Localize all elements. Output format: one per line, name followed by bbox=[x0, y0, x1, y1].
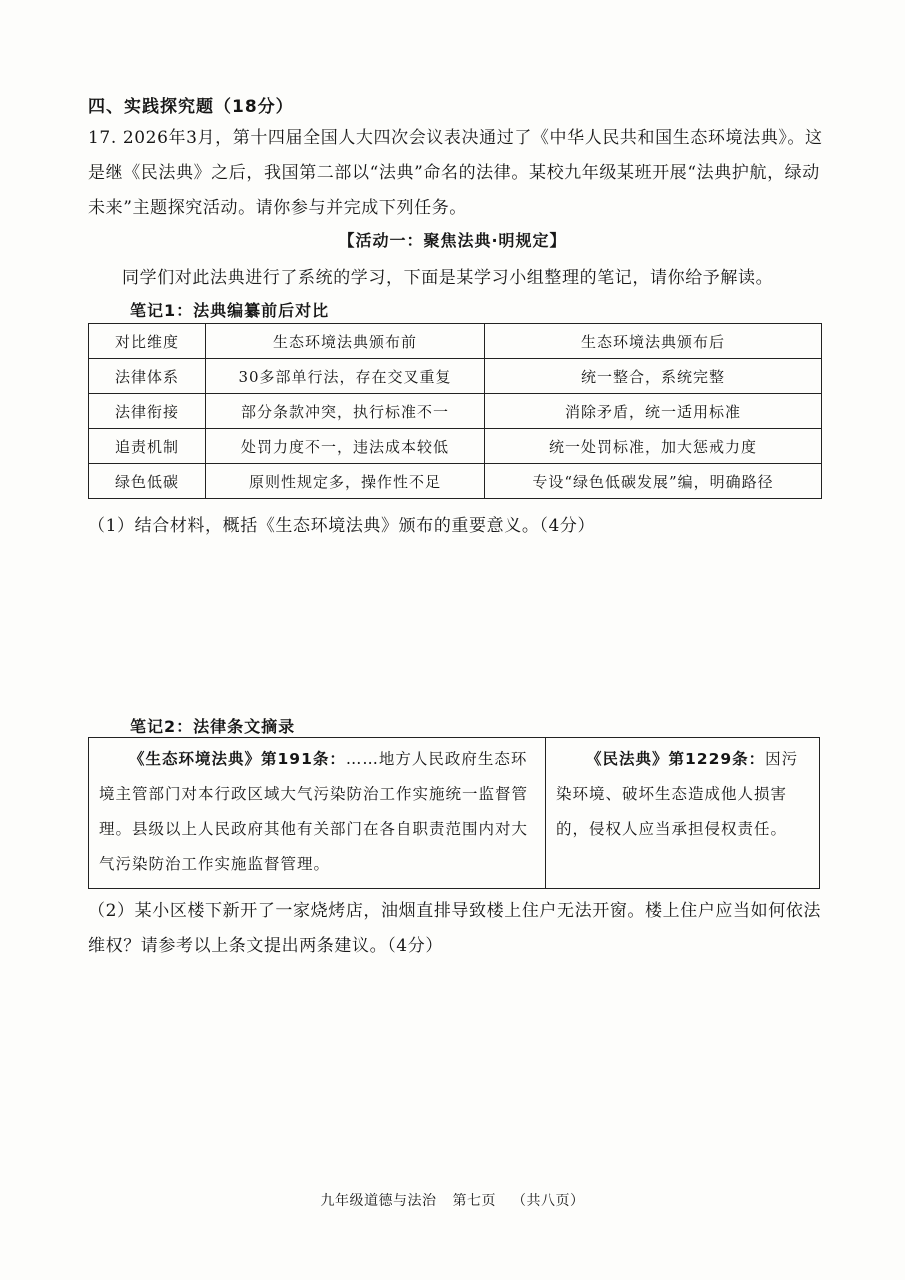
table-cell: 专设“绿色低碳发展”编，明确路径 bbox=[485, 464, 822, 499]
law-excerpt-table bbox=[88, 737, 820, 889]
table-row bbox=[89, 429, 822, 464]
table-header-cell: 生态环境法典颁布后 bbox=[485, 324, 822, 359]
law-reference: 《民法典》第1229条： bbox=[586, 750, 766, 768]
table-cell: 30多部单行法，存在交叉重复 bbox=[206, 359, 485, 394]
law-text: 因污染环境、破坏生态造成他人损害的，侵权人应当承担侵权责任。 bbox=[556, 750, 799, 838]
table-row bbox=[89, 738, 820, 889]
page-footer bbox=[0, 1190, 905, 1210]
activity-1-intro: 同学们对此法典进行了系统的学习，下面是某学习小组整理的笔记，请你给予解读。 bbox=[122, 268, 774, 288]
table-cell: 部分条款冲突，执行标准不一 bbox=[206, 394, 485, 429]
note-1-title: 笔记1：法典编纂前后对比 bbox=[130, 301, 330, 320]
table-cell: 原则性规定多，操作性不足 bbox=[206, 464, 485, 499]
footer-subject: 九年级道德与法治 bbox=[320, 1193, 437, 1209]
table-cell: 处罚力度不一，违法成本较低 bbox=[206, 429, 485, 464]
law-excerpt-eco-code bbox=[89, 738, 546, 889]
comparison-table bbox=[88, 323, 822, 499]
law-reference: 《生态环境法典》第191条： bbox=[129, 750, 346, 768]
table-row bbox=[89, 359, 822, 394]
question-2: （2）某小区楼下新开了一家烧烤店，油烟直排导致楼上住户无法开窗。楼上住户应当如何依法维权？请参考以上条文提出两条建议。（4分） bbox=[88, 901, 822, 956]
table-cell: 法律体系 bbox=[89, 359, 206, 394]
table-cell: 统一整合，系统完整 bbox=[485, 359, 822, 394]
table-header-cell: 对比维度 bbox=[89, 324, 206, 359]
table-cell: 统一处罚标准，加大惩戒力度 bbox=[485, 429, 822, 464]
footer-total-pages: （共八页） bbox=[512, 1193, 585, 1209]
question-1: （1）结合材料，概括《生态环境法典》颁布的重要意义。（4分） bbox=[88, 516, 596, 536]
table-row bbox=[89, 394, 822, 429]
note-2-title: 笔记2：法律条文摘录 bbox=[130, 717, 296, 736]
table-cell: 追责机制 bbox=[89, 429, 206, 464]
question-17-intro: 17. 2026年3月，第十四届全国人大四次会议表决通过了《中华人民共和国生态环境法典》。这是继《民法典》之后，我国第二部以“法典”命名的法律。某校九年级某班开展“法典护航，绿动未来”主题探究活动。请你参与并完成下列任务。 bbox=[88, 128, 823, 218]
table-cell: 消除矛盾，统一适用标准 bbox=[485, 394, 822, 429]
table-cell: 法律衔接 bbox=[89, 394, 206, 429]
section-title: 四、实践探究题（18分） bbox=[88, 97, 294, 117]
footer-page-number: 第七页 bbox=[452, 1193, 496, 1209]
table-cell: 绿色低碳 bbox=[89, 464, 206, 499]
law-excerpt-civil-code bbox=[546, 738, 820, 889]
table-row bbox=[89, 464, 822, 499]
table-header-cell: 生态环境法典颁布前 bbox=[206, 324, 485, 359]
table-header-row bbox=[89, 324, 822, 359]
law-text: ……地方人民政府生态环境主管部门对本行政区域大气污染防治工作实施统一监督管理。县级以上人民政府其他有关部门在各自职责范围内对大气污染防治工作实施监督管理。 bbox=[99, 750, 529, 873]
activity-1-title: 【活动一：聚焦法典·明规定】 bbox=[338, 231, 567, 250]
